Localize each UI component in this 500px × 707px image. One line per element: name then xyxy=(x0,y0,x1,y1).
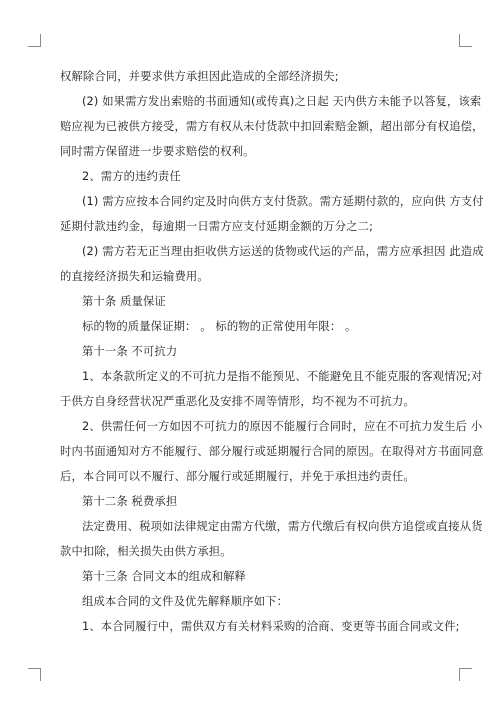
text-line: (2) 需方若无正当理由拒收供方运送的货物或代运的产品，需方应承担因 此造成 xyxy=(82,245,484,258)
text-line: 第十一条 不可抗力 xyxy=(82,345,178,358)
text-line: 第十三条 合同文本的组成和解释 xyxy=(82,570,246,583)
text-line: 款中扣除，相关损失由供方承担。 xyxy=(60,545,232,558)
text-line: 第十二条 税费承担 xyxy=(82,495,178,508)
text-line: 2、供需任何一方如因不可抗力的原因不能履行合同时，应在不可抗力发生后 小 xyxy=(82,420,483,433)
crop-mark-top-right xyxy=(459,34,472,47)
document-body xyxy=(60,64,484,639)
text-line: 延期付款违约金，每逾期一日需方应支付延期金额的万分之二; xyxy=(60,220,374,233)
text-line: 2、需方的违约责任 xyxy=(82,170,181,183)
text-line: 标的物的质量保证期： 。 标的物的正常使用年限： 。 xyxy=(82,320,357,333)
text-line: 于供方自身经营状况严重恶化及安排不周等情形，均不视为不可抗力。 xyxy=(60,395,415,408)
crop-mark-bottom-left xyxy=(28,668,41,681)
text-line: 组成本合同的文件及优先解释顺序如下： xyxy=(82,595,289,608)
text-line: 时内书面通知对方不能履行、部分履行或延期履行合同的原因。在取得对方书面同意 xyxy=(60,445,484,458)
text-line: (2) 如果需方发出索赔的书面通知(或传真)之日起 天内供方未能予以答复，该索 xyxy=(82,95,482,108)
crop-mark-bottom-right xyxy=(459,668,472,681)
crop-mark-top-left xyxy=(28,34,41,47)
text-line: 法定费用、税项如法律规定由需方代缴，需方代缴后有权向供方追偿或直接从货 xyxy=(82,520,483,533)
text-line: 权解除合同，并要求供方承担因此造成的全部经济损失; xyxy=(60,70,339,83)
text-line: 的直接经济损失和运输费用。 xyxy=(60,270,209,283)
text-line: 第十条 质量保证 xyxy=(82,295,166,308)
text-line: (1) 需方应按本合同约定及时向供方支付货款。需方延期付款的，应向供 方支付 xyxy=(82,195,484,208)
text-line: 后，本合同可以不履行、部分履行或延期履行，并免于承担违约责任。 xyxy=(60,470,415,483)
text-line: 1、本条款所定义的不可抗力是指不能预见、不能避免且不能克服的客观情况;对 xyxy=(82,370,483,383)
text-line: 赔应视为已被供方接受，需方有权从未付货款中扣回索赔金额，超出部分有权追偿， xyxy=(60,120,484,133)
text-line: 同时需方保留进一步要求赔偿的权利。 xyxy=(60,145,255,158)
text-line: 1、本合同履行中，需供双方有关材料采购的洽商、变更等书面合同或文件; xyxy=(82,620,460,633)
